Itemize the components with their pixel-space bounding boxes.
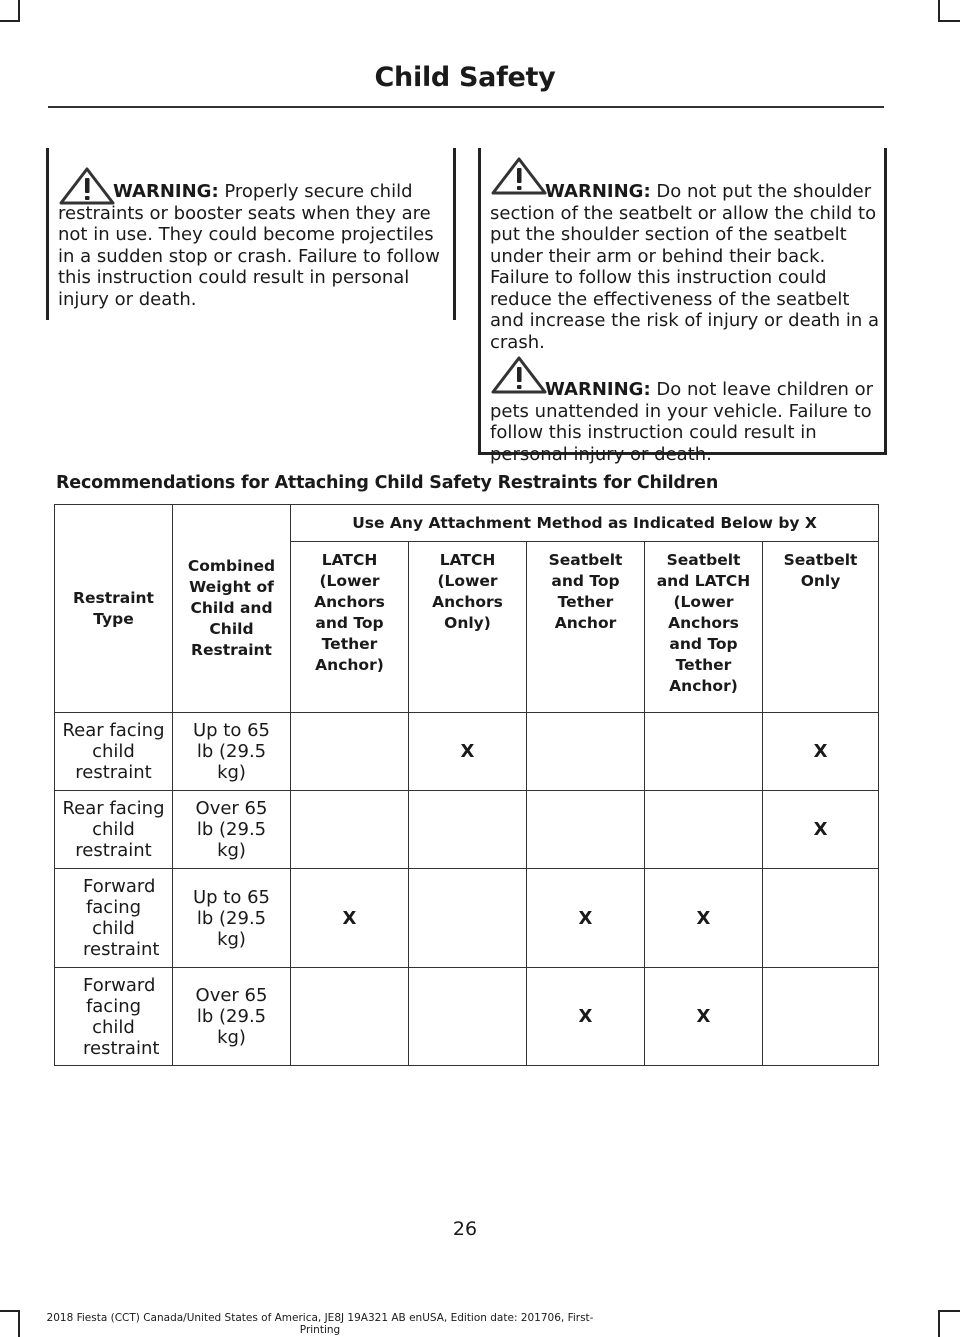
section-heading: Recommendations for Attaching Child Safety Restraints for Children — [56, 473, 719, 493]
crop-mark — [938, 1310, 940, 1337]
method-mark-cell — [409, 791, 527, 869]
method-mark-cell: X — [527, 968, 645, 1066]
method-mark-cell — [409, 968, 527, 1066]
attachment-recommendations-table — [54, 504, 879, 1066]
restraint-type-cell: Forward facing child restraint — [55, 968, 173, 1066]
restraint-type-cell: Rear facing child restraint — [55, 791, 173, 869]
warning-label: WARNING: — [113, 181, 219, 202]
table-row — [55, 713, 879, 791]
page-title: Child Safety — [374, 62, 556, 93]
method-mark-cell: X — [527, 869, 645, 968]
warning-triangle-icon — [490, 355, 548, 395]
table-row — [55, 968, 879, 1066]
crop-mark — [18, 1310, 20, 1337]
method-mark-cell — [527, 713, 645, 791]
warning-text: Do not put the shoulder section of the seatbelt or allow the child to put the shoulder section of the seatbelt under their arm or behind their back. Failure to follow this instruction could reduce the effectiveness of the seatbelt and increase the risk of injury or death in a crash. — [490, 181, 880, 353]
warning-text: Properly secure child restraints or booster seats when they are not in use. They could become projectiles in a sudden stop or crash. Failure to follow this instruction could result in personal injury or death. — [58, 181, 440, 310]
weight-cell: Up to 65 lb (29.5 kg) — [173, 869, 291, 968]
crop-mark — [938, 1310, 960, 1312]
method-mark-cell — [645, 791, 763, 869]
method-mark-cell — [409, 869, 527, 968]
warning-block — [481, 367, 884, 465]
method-mark-cell — [645, 713, 763, 791]
footer-edition-info: 2018 Fiesta (CCT) Canada/United States of America, JE8J 19A321 AB enUSA, Edition date: 201706, First-Printing — [46, 1312, 594, 1336]
method-mark-cell: X — [409, 713, 527, 791]
header-attachment-method-group: Use Any Attachment Method as Indicated Below by X — [291, 505, 879, 542]
warning-column-right — [478, 148, 887, 465]
crop-mark — [18, 0, 20, 22]
table-row — [55, 869, 879, 968]
method-mark-cell — [763, 869, 879, 968]
warning-triangle-icon — [58, 166, 116, 206]
method-mark-cell — [291, 713, 409, 791]
header-restraint-type: Restraint Type — [55, 505, 173, 713]
weight-cell: Up to 65 lb (29.5 kg) — [173, 713, 291, 791]
crop-mark — [0, 20, 20, 22]
crop-mark — [938, 20, 960, 22]
warning-triangle-icon — [490, 156, 548, 196]
crop-mark — [938, 0, 940, 22]
method-mark-cell — [763, 968, 879, 1066]
warning-block — [481, 148, 884, 353]
header-method: LATCH (Lower Anchors and Top Tether Anchor) — [291, 542, 409, 713]
warning-label: WARNING: — [545, 379, 651, 400]
warning-column-left — [46, 148, 456, 320]
warning-text: Do not leave children or pets unattended in your vehicle. Failure to follow this instruction could result in personal injury or death. — [490, 379, 874, 465]
header-method: LATCH (Lower Anchors Only) — [409, 542, 527, 713]
header-method: Seatbelt and LATCH (Lower Anchors and Top Tether Anchor) — [645, 542, 763, 713]
table-row — [55, 791, 879, 869]
warning-block — [49, 148, 453, 310]
method-mark-cell: X — [763, 791, 879, 869]
header-method: Seatbelt Only — [763, 542, 879, 713]
crop-mark — [0, 1310, 20, 1312]
header-combined-weight: Combined Weight of Child and Child Restraint — [173, 505, 291, 713]
weight-cell: Over 65 lb (29.5 kg) — [173, 791, 291, 869]
method-mark-cell: X — [763, 713, 879, 791]
restraint-type-cell: Rear facing child restraint — [55, 713, 173, 791]
method-mark-cell — [291, 791, 409, 869]
page-number: 26 — [452, 1218, 478, 1240]
restraint-type-cell: Forward facing child restraint — [55, 869, 173, 968]
header-method: Seatbelt and Top Tether Anchor — [527, 542, 645, 713]
method-mark-cell: X — [645, 869, 763, 968]
weight-cell: Over 65 lb (29.5 kg) — [173, 968, 291, 1066]
method-mark-cell — [527, 791, 645, 869]
method-mark-cell — [291, 968, 409, 1066]
warning-label: WARNING: — [545, 181, 651, 202]
method-mark-cell: X — [291, 869, 409, 968]
method-mark-cell: X — [645, 968, 763, 1066]
title-divider — [48, 106, 884, 108]
